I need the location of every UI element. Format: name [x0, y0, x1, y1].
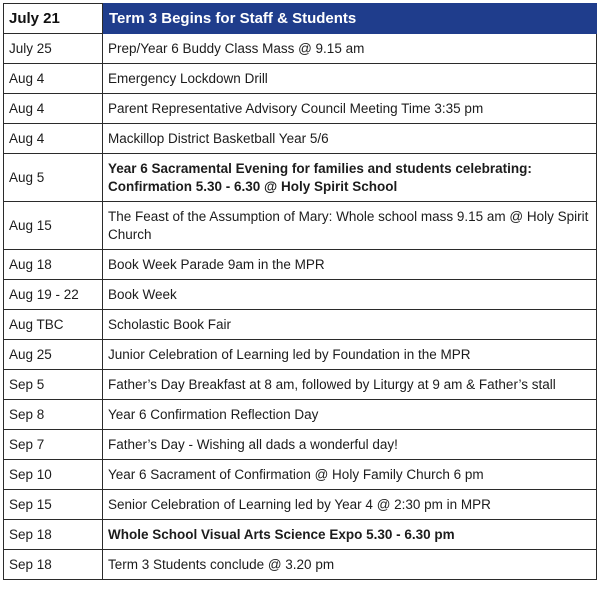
event-date: Sep 5 — [4, 370, 103, 400]
term-calendar-table — [3, 3, 597, 580]
event-description: Year 6 Confirmation Reflection Day — [103, 400, 597, 430]
table-row — [4, 550, 597, 580]
event-date: Aug 5 — [4, 154, 103, 202]
event-date: Sep 10 — [4, 460, 103, 490]
event-date: July 25 — [4, 34, 103, 64]
event-date: Aug 18 — [4, 250, 103, 280]
event-description: Term 3 Students conclude @ 3.20 pm — [103, 550, 597, 580]
event-description: Mackillop District Basketball Year 5/6 — [103, 124, 597, 154]
event-description: Prep/Year 6 Buddy Class Mass @ 9.15 am — [103, 34, 597, 64]
event-date: Aug 4 — [4, 94, 103, 124]
table-row — [4, 430, 597, 460]
event-description: Book Week — [103, 280, 597, 310]
event-description: The Feast of the Assumption of Mary: Whole school mass 9.15 am @ Holy Spirit Church — [103, 202, 597, 250]
event-date: Aug 25 — [4, 340, 103, 370]
table-row — [4, 460, 597, 490]
event-description: Emergency Lockdown Drill — [103, 64, 597, 94]
header-event: Term 3 Begins for Staff & Students — [103, 4, 597, 34]
event-description: Father’s Day Breakfast at 8 am, followed by Liturgy at 9 am & Father’s stall — [103, 370, 597, 400]
table-row — [4, 250, 597, 280]
event-description: Scholastic Book Fair — [103, 310, 597, 340]
calendar-body — [4, 4, 597, 580]
table-row — [4, 400, 597, 430]
event-description: Junior Celebration of Learning led by Foundation in the MPR — [103, 340, 597, 370]
header-date: July 21 — [4, 4, 103, 34]
event-description: Year 6 Sacramental Evening for families and students celebrating: Confirmation 5.30 - 6.30 @ Holy Spirit School — [103, 154, 597, 202]
event-description: Senior Celebration of Learning led by Year 4 @ 2:30 pm in MPR — [103, 490, 597, 520]
table-row — [4, 94, 597, 124]
table-row — [4, 64, 597, 94]
table-row — [4, 490, 597, 520]
event-date: Sep 18 — [4, 520, 103, 550]
event-date: Aug 15 — [4, 202, 103, 250]
event-description: Book Week Parade 9am in the MPR — [103, 250, 597, 280]
event-date: Aug 4 — [4, 124, 103, 154]
table-row — [4, 310, 597, 340]
table-row — [4, 370, 597, 400]
event-date: Sep 8 — [4, 400, 103, 430]
table-row — [4, 520, 597, 550]
table-row — [4, 280, 597, 310]
event-date: Sep 18 — [4, 550, 103, 580]
event-date: Sep 7 — [4, 430, 103, 460]
event-date: Aug 19 - 22 — [4, 280, 103, 310]
event-date: Aug TBC — [4, 310, 103, 340]
table-row — [4, 34, 597, 64]
event-description: Whole School Visual Arts Science Expo 5.30 - 6.30 pm — [103, 520, 597, 550]
table-row — [4, 202, 597, 250]
event-description: Father’s Day - Wishing all dads a wonderful day! — [103, 430, 597, 460]
table-row — [4, 340, 597, 370]
table-row — [4, 124, 597, 154]
table-row — [4, 154, 597, 202]
event-description: Parent Representative Advisory Council Meeting Time 3:35 pm — [103, 94, 597, 124]
event-description: Year 6 Sacrament of Confirmation @ Holy Family Church 6 pm — [103, 460, 597, 490]
event-date: Aug 4 — [4, 64, 103, 94]
header-row — [4, 4, 597, 34]
event-date: Sep 15 — [4, 490, 103, 520]
